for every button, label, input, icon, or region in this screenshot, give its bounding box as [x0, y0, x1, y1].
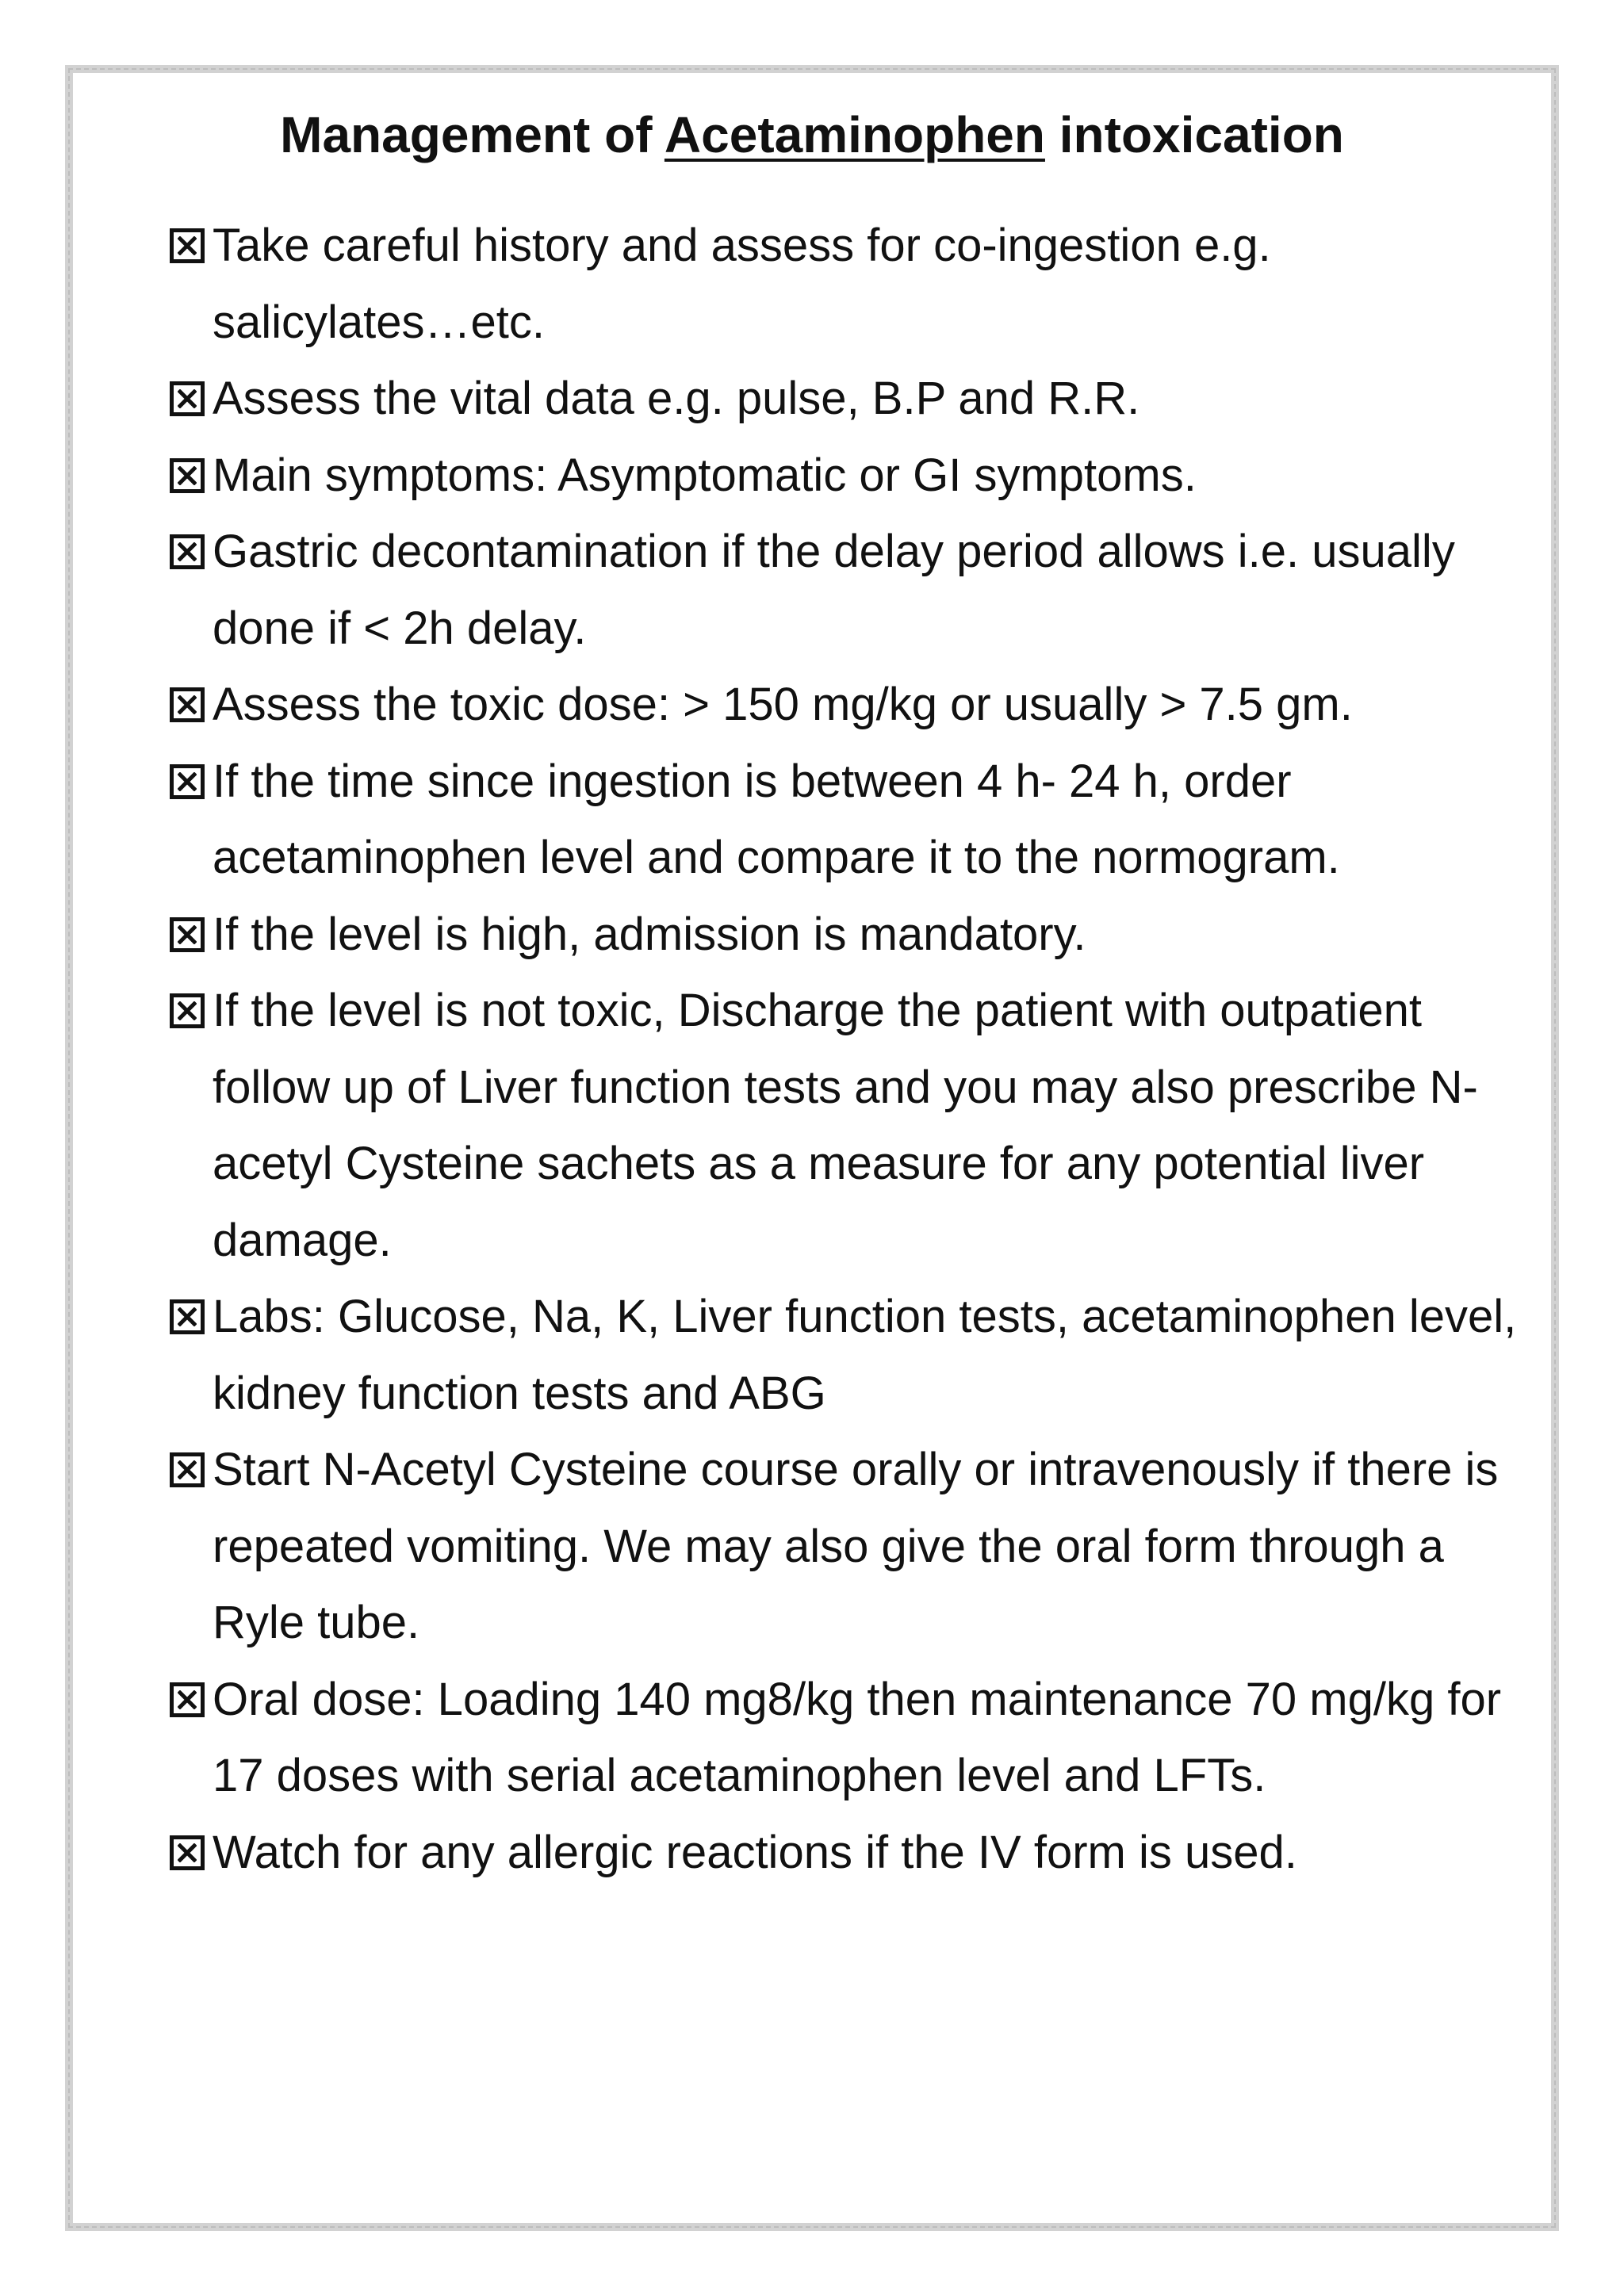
- list-item: [170, 1432, 1534, 1662]
- list-item: [170, 514, 1534, 667]
- checkbox-x-icon: [170, 764, 205, 799]
- checkbox-x-icon: [170, 228, 205, 263]
- list-item-text: If the level is not toxic, Discharge the patient with outpatient follow up of Liver function tests and you may also prescribe N-acetyl Cysteine sachets as a measure for any potential liver damage.: [213, 985, 1478, 1266]
- list-item: [170, 361, 1534, 438]
- list-item: [170, 1279, 1534, 1432]
- list-item: [170, 438, 1534, 515]
- list-item-text: Take careful history and assess for co-ingestion e.g. salicylates…etc.: [213, 220, 1271, 348]
- checkbox-x-icon: [170, 1835, 205, 1870]
- list-item-text: Gastric decontamination if the delay period allows i.e. usually done if < 2h delay.: [213, 526, 1455, 654]
- list-item-text: Start N-Acetyl Cysteine course orally or intravenously if there is repeated vomiting. We may also give the oral form through a Ryle tube.: [213, 1444, 1499, 1648]
- list-item: [170, 973, 1534, 1279]
- list-item-text: Watch for any allergic reactions if the IV form is used.: [213, 1826, 1297, 1878]
- management-steps-list: [170, 208, 1534, 1891]
- list-item: [170, 744, 1534, 897]
- list-item-text: Assess the vital data e.g. pulse, B.P and R.R.: [213, 373, 1140, 424]
- list-item: [170, 1815, 1534, 1892]
- checkbox-x-icon: [170, 993, 205, 1028]
- list-item-text: If the time since ingestion is between 4 h- 24 h, order acetaminophen level and compare it to the normogram.: [213, 755, 1340, 883]
- list-item: [170, 208, 1534, 361]
- checkbox-x-icon: [170, 687, 205, 722]
- checkbox-x-icon: [170, 1682, 205, 1717]
- checkbox-x-icon: [170, 917, 205, 952]
- title-drug-name: Acetaminophen: [664, 106, 1045, 163]
- checkbox-x-icon: [170, 381, 205, 416]
- list-item-text: If the level is high, admission is mandatory.: [213, 908, 1086, 960]
- list-item-text: Labs: Glucose, Na, K, Liver function tests, acetaminophen level, kidney function tests and ABG: [213, 1291, 1517, 1419]
- checkbox-x-icon: [170, 1452, 205, 1487]
- page-title: [65, 101, 1559, 168]
- list-item-text: Oral dose: Loading 140 mg8/kg then maintenance 70 mg/kg for 17 doses with serial acetaminophen level and LFTs.: [213, 1673, 1502, 1801]
- title-prefix: Management of: [280, 106, 665, 163]
- list-item: [170, 667, 1534, 744]
- list-item-text: Main symptoms: Asymptomatic or GI symptoms.: [213, 449, 1197, 501]
- list-item: [170, 1662, 1534, 1815]
- checkbox-x-icon: [170, 458, 205, 493]
- checkbox-x-icon: [170, 1299, 205, 1334]
- checkbox-x-icon: [170, 534, 205, 569]
- title-suffix: intoxication: [1044, 106, 1344, 163]
- list-item-text: Assess the toxic dose: > 150 mg/kg or usually > 7.5 gm.: [213, 679, 1353, 730]
- list-item: [170, 897, 1534, 974]
